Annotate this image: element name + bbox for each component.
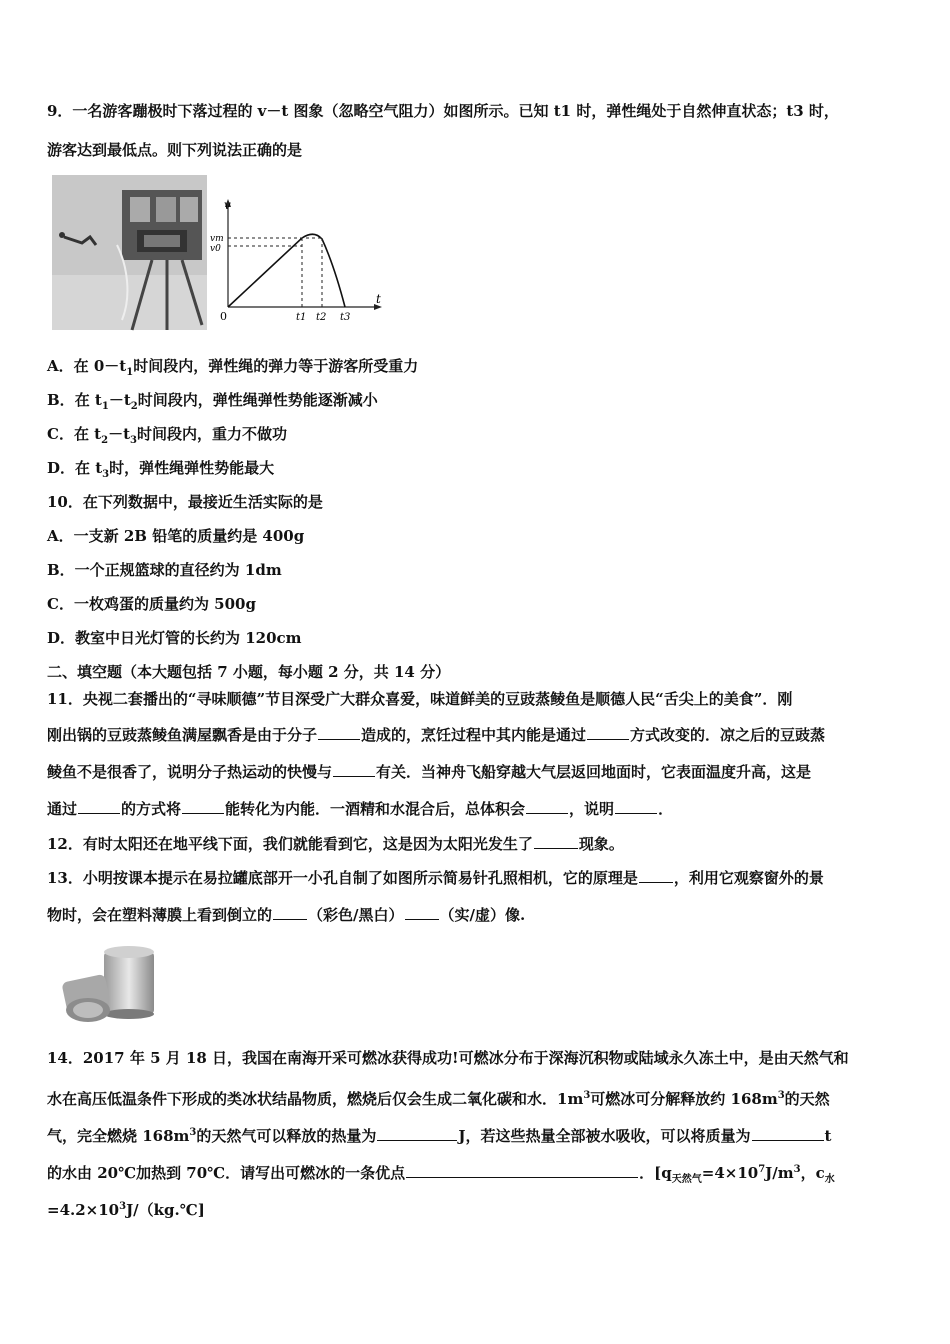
q13-line2: 物时，会在塑料薄膜上看到倒立的 （彩色/黑白） （实/虚）像.	[47, 906, 526, 924]
v-t-graph	[212, 195, 387, 325]
q14-line3: 气，完全燃烧 $168m^3$的天然气可以释放的热量为 J，若这些热量全部被水吸收，可以将质量为 t	[47, 1127, 832, 1145]
q14-line5: $=4.2\times 10^3J/(kg.℃]$	[47, 1201, 205, 1219]
q9-option-a: A．在 $0-t_1$时间段内，弹性绳的弹力等于游客所受重力	[47, 357, 419, 378]
graph-t3: t3	[340, 312, 351, 323]
q10-option-a: A．一支新 2B 铅笔的质量约是 400g	[47, 527, 305, 545]
answer-blank[interactable]	[615, 799, 657, 814]
answer-blank[interactable]	[587, 725, 629, 740]
answer-blank[interactable]	[318, 725, 360, 740]
bungee-photo	[52, 175, 207, 330]
q13-line1: 13．小明按课本提示在易拉罐底部开一小孔自制了如图所示简易针孔照相机，它的原理是 ，利用它观察窗外的景	[47, 869, 824, 887]
section-2-heading: 二、填空题（本大题包括 7 小题，每小题 2 分，共 14 分）	[47, 663, 451, 681]
graph-t-label: t	[376, 292, 381, 306]
answer-blank[interactable]	[639, 868, 673, 883]
q11-line3: 鲮鱼不是很香了，说明分子热运动的快慢与 有关．当神舟飞船穿越大气层返回地面时，它表面温度升高，这是	[47, 763, 812, 781]
q10-option-c: C．一枚鸡蛋的质量约为 500g	[47, 595, 256, 613]
answer-blank[interactable]	[752, 1126, 824, 1141]
q11-line1: 11．央视二套播出的“寻味顺德”节目深受广大群众喜爱，味道鲜美的豆豉蒸鲮鱼是顺德人民“舌尖上的美食”．刚	[47, 690, 793, 708]
graph-v-label: v	[224, 198, 231, 212]
answer-blank[interactable]	[534, 834, 578, 849]
answer-blank[interactable]	[78, 799, 120, 814]
graph-t1: t1	[296, 312, 307, 323]
graph-t2: t2	[316, 312, 327, 323]
q14-line1: 14．2017 年 5 月 18 日，我国在南海开采可燃冰获得成功!可燃冰分布于深海沉积物或陆域永久冻土中，是由天然气和	[47, 1049, 849, 1067]
answer-blank[interactable]	[182, 799, 224, 814]
q9-option-c: C．在 $t_2-t_3$时间段内，重力不做功	[47, 425, 287, 446]
q10-option-d: D．教室中日光灯管的长约为 120cm	[47, 629, 302, 647]
graph-vm: vm	[210, 234, 224, 244]
q10-option-b: B．一个正规篮球的直径约为 1dm	[47, 561, 282, 579]
q14-line2: 水在高压低温条件下形成的类冰状结晶物质，燃烧后仅会生成二氧化碳和水．$1m^3$可燃冰可分解释放约 $168m^3$的天然	[47, 1090, 830, 1108]
q9-option-b: B．在 $t_1-t_2$时间段内，弹性绳弹性势能逐渐减小	[47, 391, 378, 412]
q10-stem: 10．在下列数据中，最接近生活实际的是	[47, 493, 323, 511]
q14-line4: 的水由 20℃加热到 70℃．请写出可燃冰的一条优点 ．[$q_{天然气}=4\times 10^7J/m^3$，$c_水$	[47, 1164, 835, 1185]
q11-line2: 刚出锅的豆豉蒸鲮鱼满屋飘香是由于分子 造成的，烹饪过程中其内能是通过 方式改变的．凉之后的豆豉蒸	[47, 726, 826, 744]
answer-blank[interactable]	[526, 799, 568, 814]
answer-blank[interactable]	[406, 1163, 638, 1178]
q9-stem-line1: 9．一名游客蹦极时下落过程的 v－t 图象（忽略空气阻力）如图所示。已知 t1 时，弹性绳处于自然伸直状态；t3 时，	[47, 102, 839, 120]
answer-blank[interactable]	[377, 1126, 457, 1141]
graph-origin: 0	[220, 310, 227, 323]
graph-v0: v0	[210, 244, 221, 254]
answer-blank[interactable]	[405, 905, 439, 920]
q9-option-d: D．在 $t_3$时，弹性绳弹性势能最大	[47, 459, 275, 480]
answer-blank[interactable]	[273, 905, 307, 920]
q12: 12．有时太阳还在地平线下面，我们就能看到它，这是因为太阳光发生了 现象。	[47, 835, 624, 853]
q9-stem-line2: 游客达到最低点。则下列说法正确的是	[47, 141, 303, 159]
pinhole-camera-image	[52, 940, 162, 1030]
q11-line4: 通过 的方式将 能转化为内能．一酒精和水混合后，总体积会 ，说明 ．	[47, 800, 674, 818]
answer-blank[interactable]	[333, 762, 375, 777]
